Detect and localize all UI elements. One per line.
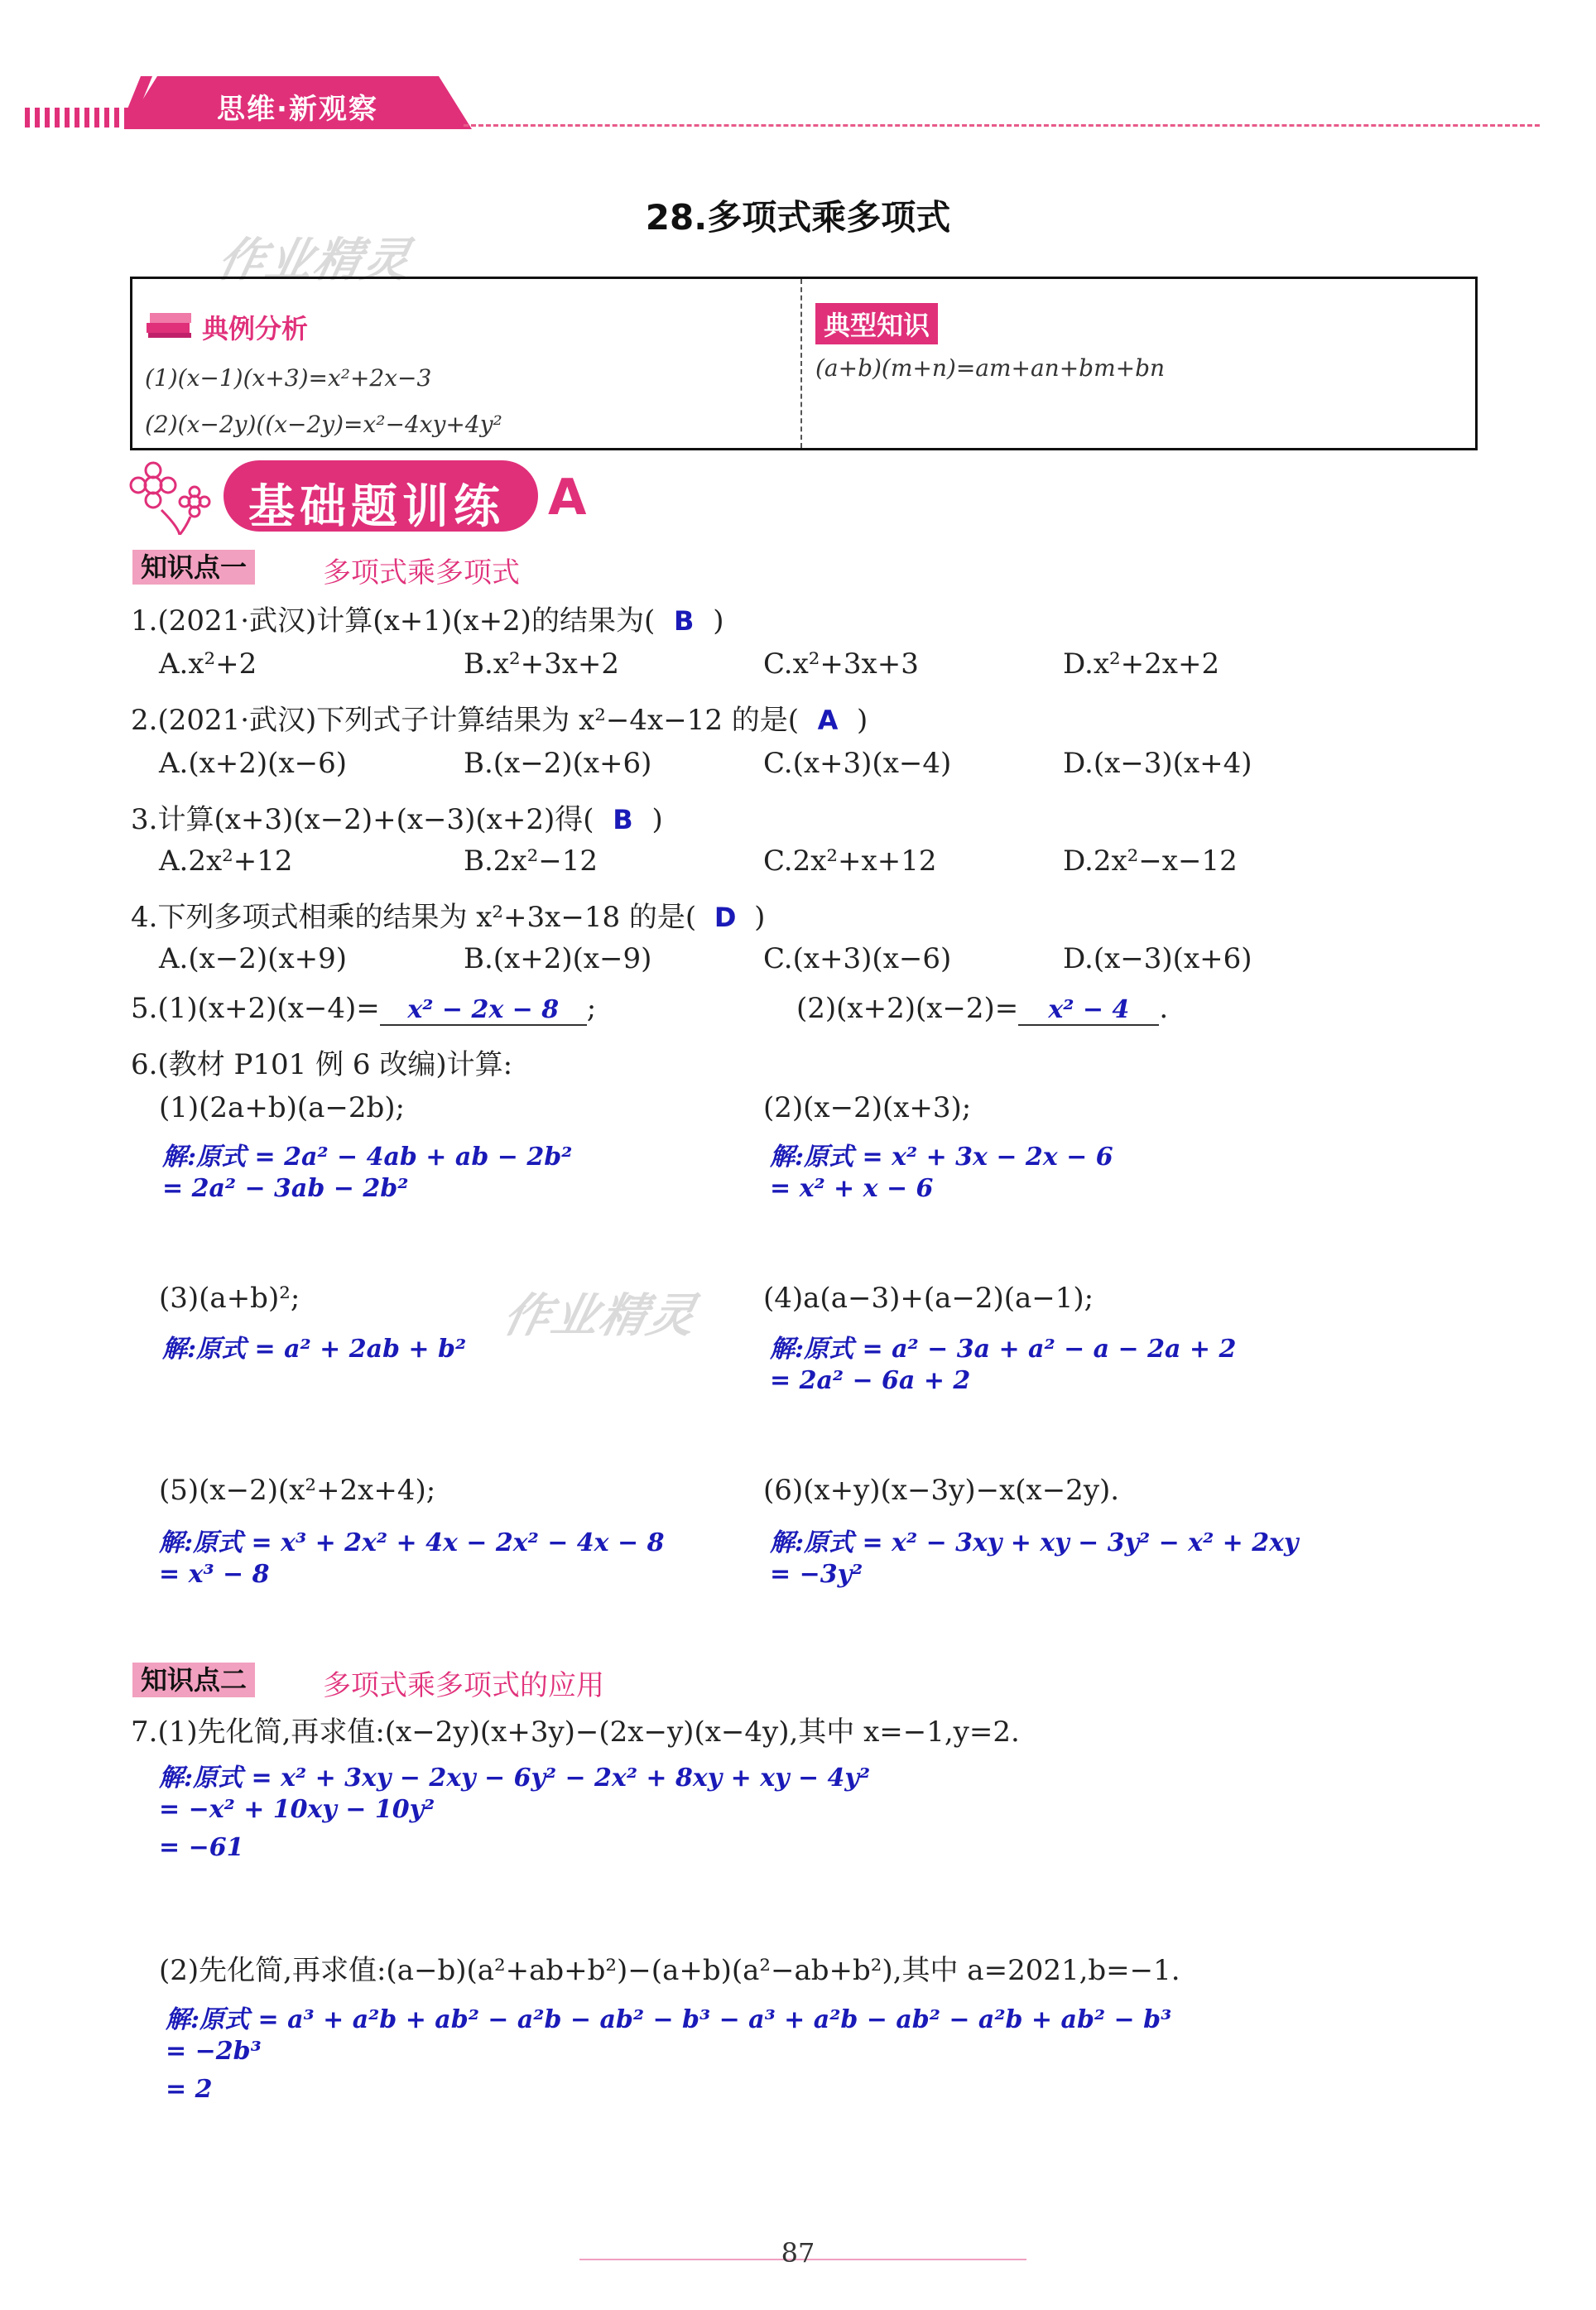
- q5-p2-text: (2)(x+2)(x−2)=: [796, 992, 1019, 1025]
- q6-part2-question: (2)(x−2)(x+3);: [763, 1091, 972, 1124]
- lesson-title: 28.多项式乘多项式: [645, 197, 951, 238]
- page-number: 87: [781, 2237, 815, 2269]
- example-line-2: (2)(x−2y)((x−2y)=x²−4xy+4y²: [145, 411, 502, 438]
- q6-part5-answer-1: 解:原式 = x³ + 2x² + 4x − 2x² − 4x − 8: [159, 1528, 665, 1557]
- q6-part4-question: (4)a(a−3)+(a−2)(a−1);: [763, 1282, 1094, 1315]
- q6-part6-answer-2: = −3y²: [770, 1560, 863, 1589]
- q6-part6-question: (6)(x+y)(x−3y)−x(x−2y).: [763, 1474, 1120, 1507]
- q6-part5-answer-2: = x³ − 8: [159, 1560, 270, 1589]
- q5-answer-2: x² − 4: [1018, 995, 1159, 1026]
- q6-part3-question: (3)(a+b)²;: [159, 1282, 300, 1315]
- q2-option-b: B.(x−2)(x+6): [464, 747, 652, 780]
- q3-close: ): [651, 803, 663, 836]
- q7-part1-answer-2: = −x² + 10xy − 10y²: [159, 1795, 435, 1824]
- q7-part1-answer-1: 解:原式 = x² + 3xy − 2xy − 6y² − 2x² + 8xy + xy − 4y²: [159, 1764, 870, 1793]
- q1-option-d: D.x²+2x+2: [1063, 647, 1220, 681]
- typical-knowledge-heading: 典型知识: [815, 303, 938, 344]
- flower-icon: [128, 460, 219, 535]
- watermark: 作业精灵: [213, 233, 416, 287]
- q1-option-a: A.x²+2: [159, 647, 257, 681]
- q6-part1-answer-2: = 2a² − 3ab − 2b²: [162, 1174, 409, 1203]
- q2-option-d: D.(x−3)(x+4): [1063, 747, 1252, 780]
- example-line-1: (1)(x−1)(x+3)=x²+2x−3: [145, 364, 432, 392]
- watermark-2: 作业精灵: [498, 1289, 702, 1343]
- section-level: A: [548, 469, 587, 527]
- q6-part5-question: (5)(x−2)(x²+2x+4);: [159, 1474, 436, 1507]
- q3-option-c: C.2x²+x+12: [763, 845, 937, 878]
- q6-part4-answer-2: = 2a² − 6a + 2: [770, 1366, 971, 1395]
- q5-p1-text: 5.(1)(x+2)(x−4)=: [131, 992, 380, 1025]
- q5-answer-1: x² − 2x − 8: [380, 995, 587, 1026]
- q3-option-a: A.2x²+12: [159, 845, 293, 878]
- q6-part6-answer-1: 解:原式 = x² − 3xy + xy − 3y² − x² + 2xy: [770, 1528, 1299, 1557]
- kp1-title: 多项式乘多项式: [323, 556, 520, 590]
- q6-part3-answer-1: 解:原式 = a² + 2ab + b²: [162, 1335, 467, 1364]
- q5-p2-end: .: [1159, 992, 1169, 1025]
- q1-close: ): [713, 604, 724, 638]
- q7-part2-answer-2: = −2b³: [166, 2037, 262, 2066]
- q3-answer: B: [613, 804, 633, 835]
- q5-p1-end: ;: [586, 992, 597, 1025]
- book-icon: [145, 305, 195, 341]
- q6-part4-answer-1: 解:原式 = a² − 3a + a² − a − 2a + 2: [770, 1335, 1237, 1364]
- q3-stem: [131, 796, 663, 837]
- q2-close: ): [857, 704, 868, 737]
- q6-part2-answer-2: = x² + x − 6: [770, 1174, 934, 1203]
- q4-answer: D: [714, 902, 737, 933]
- header-title: 思维·新观察: [217, 93, 378, 126]
- typical-analysis-heading: 典例分析: [202, 313, 309, 344]
- q4-option-c: C.(x+3)(x−6): [763, 942, 952, 975]
- knowledge-formula: (a+b)(m+n)=am+an+bm+bn: [815, 354, 1166, 382]
- q4-stem: [131, 894, 765, 935]
- q6-part1-question: (1)(2a+b)(a−2b);: [159, 1091, 405, 1124]
- q3-option-b: B.2x²−12: [464, 845, 598, 878]
- q5-part1: [131, 992, 596, 1026]
- q2-answer: A: [817, 705, 839, 736]
- q2-stem-text: 2.(2021·武汉)下列式子计算结果为 x²−4x−12 的是(: [131, 704, 800, 737]
- q1-stem: [131, 598, 723, 638]
- q4-option-b: B.(x+2)(x−9): [464, 942, 652, 975]
- q4-stem-text: 4.下列多项式相乘的结果为 x²+3x−18 的是(: [131, 901, 697, 934]
- q6-part1-answer-1: 解:原式 = 2a² − 4ab + ab − 2b²: [162, 1143, 573, 1172]
- q7-part1-answer-3: = −61: [159, 1833, 244, 1862]
- q4-option-a: A.(x−2)(x+9): [159, 942, 348, 975]
- q2-option-a: A.(x+2)(x−6): [159, 747, 348, 780]
- q6-stem: 6.(教材 P101 例 6 改编)计算:: [131, 1048, 513, 1081]
- kp2-label: 知识点二: [132, 1663, 255, 1697]
- q1-option-c: C.x²+3x+3: [763, 647, 919, 681]
- q2-option-c: C.(x+3)(x−4): [763, 747, 952, 780]
- q4-close: ): [754, 901, 766, 934]
- q5-part2: [796, 992, 1168, 1026]
- q1-stem-text: 1.(2021·武汉)计算(x+1)(x+2)的结果为(: [131, 604, 656, 638]
- q7-part2-question: (2)先化简,再求值:(a−b)(a²+ab+b²)−(a+b)(a²−ab+b²),其中 a=2021,b=−1.: [159, 1954, 1180, 1987]
- kp2-title: 多项式乘多项式的应用: [323, 1669, 604, 1702]
- q6-part2-answer-1: 解:原式 = x² + 3x − 2x − 6: [770, 1143, 1113, 1172]
- q7-part2-answer-3: = 2: [166, 2075, 213, 2104]
- kp1-label: 知识点一: [132, 550, 255, 585]
- q2-stem: [131, 697, 868, 738]
- section-title: 基础题训练: [248, 480, 505, 534]
- q7-part2-answer-1: 解:原式 = a³ + a²b + ab² − a²b − ab² − b³ − a³ + a²b − ab² − a²b + ab² − b³: [166, 2005, 1172, 2034]
- q3-stem-text: 3.计算(x+3)(x−2)+(x−3)(x+2)得(: [131, 803, 594, 836]
- header-divider: [464, 124, 1540, 127]
- box-divider: [800, 279, 802, 448]
- q3-option-d: D.2x²−x−12: [1063, 845, 1238, 878]
- q1-option-b: B.x²+3x+2: [464, 647, 620, 681]
- q4-option-d: D.(x−3)(x+6): [1063, 942, 1252, 975]
- q1-answer: B: [674, 605, 695, 637]
- q7-part1-question: 7.(1)先化简,再求值:(x−2y)(x+3y)−(2x−y)(x−4y),其中 x=−1,y=2.: [131, 1716, 1020, 1749]
- header-stripes: [25, 104, 132, 128]
